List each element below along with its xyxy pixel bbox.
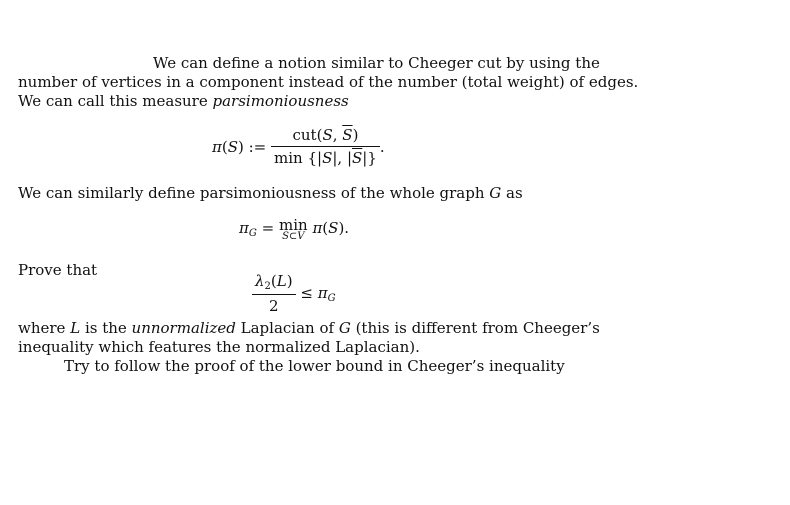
paragraph-2 xyxy=(18,184,523,203)
p3-text-a: where xyxy=(18,319,71,337)
eq2-pi: π xyxy=(239,219,249,237)
eq3-relation: ≤ $\pi_G$ xyxy=(300,283,336,304)
eq1-period: . xyxy=(379,137,385,156)
prove-label-text: Prove that xyxy=(18,261,98,279)
paragraph-1-line-3-text: We can call this measure xyxy=(18,92,213,110)
eq1-denominator: min {|S|, $|\overline{S}|$} xyxy=(274,149,377,167)
laplacian-variable: L xyxy=(70,319,81,337)
paragraph-3-line-1 xyxy=(18,319,600,338)
p3-text-d: (this is different from Cheeger’s xyxy=(350,319,600,337)
term-unnormalized: unnormalized xyxy=(131,319,236,337)
eq3-numerator: $\lambda_2(L)$ xyxy=(252,272,296,295)
eq1-fraction xyxy=(271,126,380,167)
paragraph-3-line-2-text: inequality which features the normalized Laplacian). xyxy=(18,338,420,356)
paragraph-2-suffix: as xyxy=(501,184,523,202)
paragraph-1-line-3 xyxy=(18,92,349,111)
p3-text-c: Laplacian of xyxy=(235,319,339,337)
prove-label xyxy=(18,261,97,280)
eq2-min-operator xyxy=(278,216,308,243)
eq2-rhs: π(S). xyxy=(312,219,350,237)
paragraph-1-line-2 xyxy=(18,73,638,92)
eq3-fraction xyxy=(252,272,296,315)
p3-text-b: is the xyxy=(80,319,132,337)
paragraph-3-line-3-text: Try to follow the proof of the lower bound in Cheeger’s inequality xyxy=(64,357,565,375)
paragraph-1-line-1 xyxy=(153,54,600,73)
eq1-numerator: cut(S, $\overline{S}$) xyxy=(271,126,380,147)
eq2-min: min xyxy=(278,216,308,234)
eq2-equals: = xyxy=(256,219,279,237)
eq2-min-subscript: S⊂V xyxy=(282,231,305,242)
paragraph-2-text: We can similarly define parsimoniousness of the whole graph xyxy=(18,184,490,202)
term-parsimoniousness: parsimoniousness xyxy=(212,92,349,110)
eq1-lhs: π(S) := xyxy=(212,137,267,156)
paragraph-1-line-2-text: number of vertices in a component instead of the number (total weight) of edges. xyxy=(18,73,639,91)
paragraph-3-line-3 xyxy=(64,357,565,376)
paragraph-1-line-1-text: We can define a notion similar to Cheeger cut by using the xyxy=(153,54,600,72)
equation-inequality xyxy=(252,272,336,315)
eq2-pi-subscript: G xyxy=(248,228,257,239)
paragraph-3-line-2 xyxy=(18,338,420,357)
eq3-denominator: 2 xyxy=(269,297,279,315)
equation-parsimoniousness-definition xyxy=(212,126,385,167)
equation-graph-parsimoniousness xyxy=(239,216,350,243)
graph-variable-2: G xyxy=(338,319,351,337)
graph-variable: G xyxy=(489,184,502,202)
